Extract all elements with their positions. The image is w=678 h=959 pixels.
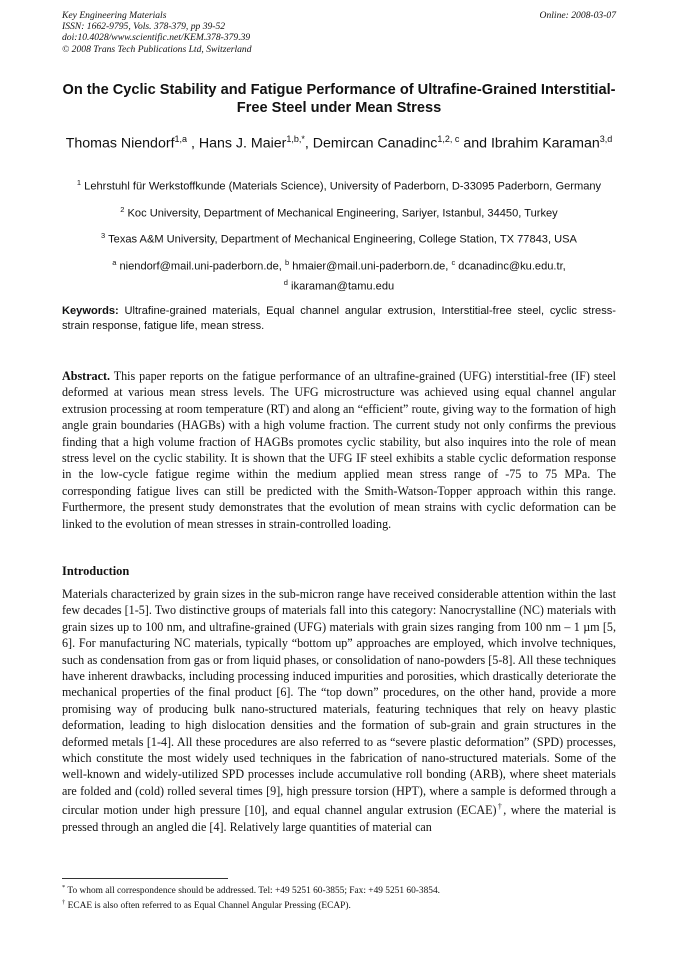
affiliations	[62, 175, 616, 301]
keywords-text: Ultrafine-grained materials, Equal channel angular extrusion, Interstitial-free steel, cyclic stress-strain response, fatigue life, mean stress.	[62, 305, 616, 332]
footnote-dagger-mark: †	[496, 802, 504, 812]
paper-title: On the Cyclic Stability and Fatigue Performance of Ultrafine-Grained Interstitial-Free Steel under Mean Stress	[62, 82, 616, 116]
abstract-text: This paper reports on the fatigue performance of an ultrafine-grained (UFG) interstitial-free (IF) steel deformed at various mean stress levels. The UFG microstructure was achieved using equal channel angular extrusion processing at room temperature (RT) and along an “efficient” route, giving way to the formation of high angle grain boundaries (HAGBs) with a high volume fraction. The current study not only confirms the previous finding that a high volume fraction of HAGBs promotes cyclic stability, but also inquires into the role of mean stress level on the cyclic stability. It is shown that the UFG IF steel exhibits a stable cyclic deformation response in the low-cycle fatigue regime within the medium applied mean stress range of -75 to 75 MPa. The corresponding fatigue lives can still be predicted with the Smith-Watson-Topper approach within this range. Furthermore, the present study demonstrates that the evolution of mean strains with cyclic deformation can be linked to the evolution of mean stresses in strain-controlled loading.	[62, 369, 616, 531]
affiliation	[62, 202, 616, 222]
doi-line: doi:10.4028/www.scientific.net/KEM.378-379.39	[62, 32, 251, 44]
journal-name: Key Engineering Materials	[62, 10, 167, 21]
author-affiliation-mark: 1,b,*	[286, 134, 305, 144]
email-key: c	[451, 258, 456, 268]
affiliation	[62, 228, 616, 248]
footnote-text: To whom all correspondence should be addressed. Tel: +49 5251 60-3855; Fax: +49 5251 60-3854.	[65, 886, 440, 897]
author-affiliation-mark: 1,a	[174, 134, 188, 144]
author-name: Ibrahim Karaman	[490, 135, 600, 152]
abstract-label: Abstract.	[62, 369, 111, 383]
footnote-divider	[62, 878, 228, 879]
introduction-text: Materials characterized by grain sizes in the sub-micron range have received considerable attention within the last few decades [1-5]. Two distinctive groups of materials fall into this category: Nanocrystalline (NC) materials with grain sizes up to 100 nm, and ultrafine-grained (UFG) materials with grain sizes ranging from 100 nm – 1 µm [5, 6]. For manufacturing NC materials, typically “bottom up” approaches are employed, which involve techniques, such as condensation from gas or from liquid phases, or consolidation of nano-powders [5-8]. All these techniques have inherent drawbacks, including processing induced impurities and porosities, which drastically deteriorate the mechanical properties of the final product [6]. The “top down” procedures, on the other hand, provide a more promising way of producing bulk nano-structured materials, featuring techniques that rely on heavy plastic deformation, leading to high dislocation densities and the formation of sub-grain and grain structures in the deformed metals [1-4]. All these procedures are also referred to as “severe plastic deformation” (SPD) processes, which constitute the most widely used techniques in the fabrication of nano-structured materials. Some of the well-known and widely-utilized SPD processes include accumulative roll bonding (ARB), where sheet materials are folded and (cold) rolled several times [9], high pressure torsion (HPT), where a sample is deformed through a circular motion under high pressure [10], and equal channel angular extrusion (ECAE)	[62, 587, 616, 818]
keywords-block	[62, 304, 616, 333]
affiliation-number: 3	[101, 231, 106, 241]
email-key: d	[283, 277, 288, 287]
email-address: hmaier@mail.uni-paderborn.de,	[289, 260, 452, 273]
author-name: Thomas Niendorf	[65, 135, 175, 152]
footnote	[62, 882, 616, 897]
author-separator: ,	[304, 135, 313, 152]
author-separator: and	[459, 135, 491, 152]
email-address: dcanadinc@ku.edu.tr,	[455, 260, 566, 273]
affiliation-text: Lehrstuhl für Werkstoffkunde (Materials Science), University of Paderborn, D-33095 Paderborn, Germany	[81, 180, 602, 193]
email-address: niendorf@mail.uni-paderborn.de,	[116, 260, 285, 273]
affiliation-text: Koc University, Department of Mechanical Engineering, Sariyer, Istanbul, 34450, Turkey	[124, 207, 558, 220]
issn-line: ISSN: 1662-9795, Vols. 378-379, pp 39-52	[62, 21, 226, 33]
affiliation-number: 2	[120, 204, 125, 214]
author-name: Demircan Canadinc	[312, 135, 438, 152]
journal-header	[62, 10, 616, 55]
footnote-text: ECAE is also often referred to as Equal Channel Angular Pressing (ECAP).	[65, 901, 351, 912]
online-date: Online: 2008-03-07	[539, 10, 616, 21]
footnote-mark: *	[62, 884, 66, 891]
affiliation-number: 1	[76, 178, 82, 187]
footnotes	[62, 882, 616, 912]
introduction-paragraph	[62, 586, 616, 835]
affiliation-text: Texas A&M University, Department of Mechanical Engineering, College Station, TX 77843, USA	[105, 234, 577, 247]
author-separator: ,	[187, 135, 199, 152]
introduction-text-end: , where the material is pressed through an angled die [4]. Relatively large quantities of material can	[62, 803, 616, 834]
author-list	[62, 131, 616, 153]
author-affiliation-mark: 1,2, c	[437, 134, 460, 144]
email-list	[62, 255, 616, 294]
footnote	[62, 897, 616, 912]
affiliation	[62, 175, 616, 195]
copyright-line: © 2008 Trans Tech Publications Ltd, Switzerland	[62, 43, 252, 55]
keywords-label: Keywords:	[62, 305, 119, 317]
introduction-heading: Introduction	[62, 564, 130, 578]
email-key: a	[112, 258, 117, 268]
email-key: b	[284, 258, 290, 268]
email-address: ikaraman@tamu.edu	[287, 280, 395, 293]
footnote-mark: †	[62, 899, 66, 907]
author-affiliation-mark: 3,d	[599, 134, 613, 144]
abstract	[62, 368, 616, 532]
author-name: Hans J. Maier	[198, 135, 287, 152]
